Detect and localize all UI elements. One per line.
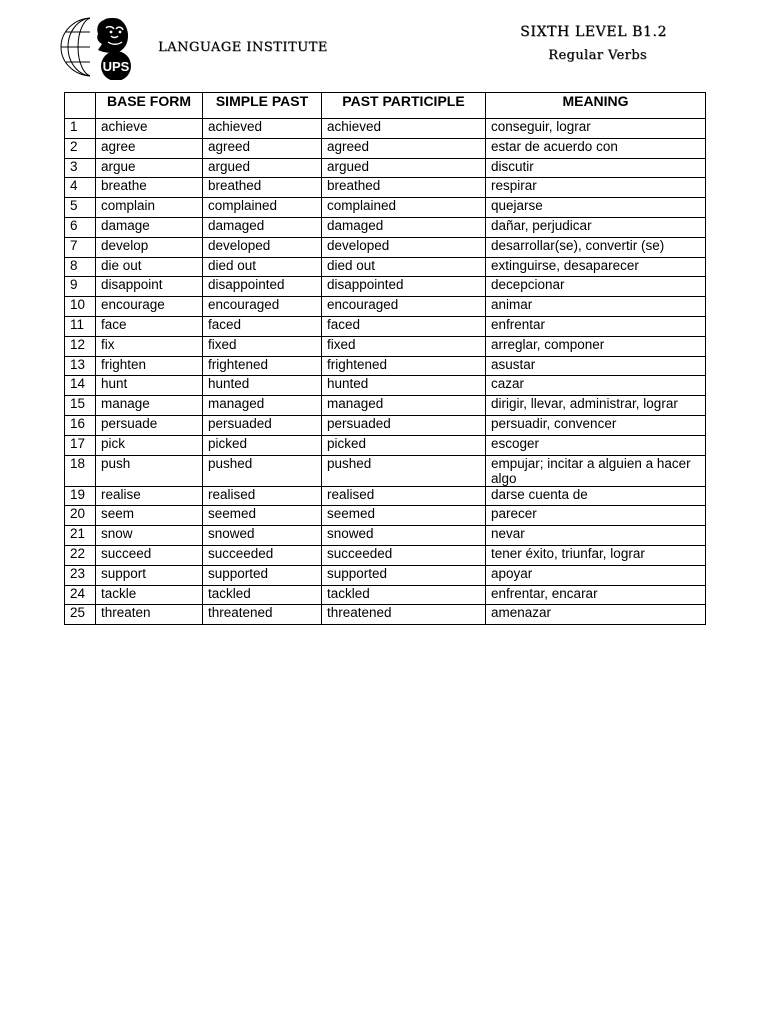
base-form-cell: frighten <box>96 356 203 376</box>
base-form-cell: achieve <box>96 119 203 139</box>
table-row <box>65 217 706 237</box>
table-row <box>65 316 706 336</box>
row-number: 23 <box>65 565 96 585</box>
simple-past-cell: encouraged <box>203 297 322 317</box>
meaning-cell: nevar <box>486 526 706 546</box>
meaning-cell: asustar <box>486 356 706 376</box>
simple-past-cell: tackled <box>203 585 322 605</box>
past-participle-cell: frightened <box>322 356 486 376</box>
meaning-cell: amenazar <box>486 605 706 625</box>
base-form-cell: hunt <box>96 376 203 396</box>
row-number: 8 <box>65 257 96 277</box>
simple-past-cell: succeeded <box>203 545 322 565</box>
table-row <box>65 376 706 396</box>
row-number: 6 <box>65 217 96 237</box>
past-participle-cell: threatened <box>322 605 486 625</box>
past-participle-cell: supported <box>322 565 486 585</box>
meaning-cell: persuadir, convencer <box>486 415 706 435</box>
past-participle-cell: persuaded <box>322 415 486 435</box>
column-header-past-participle: PAST PARTICIPLE <box>322 93 486 119</box>
meaning-cell: decepcionar <box>486 277 706 297</box>
row-number: 19 <box>65 486 96 506</box>
base-form-cell: seem <box>96 506 203 526</box>
table-row <box>65 506 706 526</box>
column-header-simple-past: SIMPLE PAST <box>203 93 322 119</box>
meaning-cell: dirigir, llevar, administrar, lograr <box>486 396 706 416</box>
simple-past-cell: frightened <box>203 356 322 376</box>
past-participle-cell: complained <box>322 198 486 218</box>
base-form-cell: persuade <box>96 415 203 435</box>
base-form-cell: argue <box>96 158 203 178</box>
simple-past-cell: fixed <box>203 336 322 356</box>
simple-past-cell: seemed <box>203 506 322 526</box>
base-form-cell: manage <box>96 396 203 416</box>
base-form-cell: damage <box>96 217 203 237</box>
meaning-cell: conseguir, lograr <box>486 119 706 139</box>
simple-past-cell: realised <box>203 486 322 506</box>
row-number: 18 <box>65 455 96 486</box>
simple-past-cell: managed <box>203 396 322 416</box>
table-row <box>65 585 706 605</box>
base-form-cell: snow <box>96 526 203 546</box>
base-form-cell: support <box>96 565 203 585</box>
meaning-cell: apoyar <box>486 565 706 585</box>
meaning-cell: parecer <box>486 506 706 526</box>
row-number: 22 <box>65 545 96 565</box>
past-participle-cell: disappointed <box>322 277 486 297</box>
row-number: 3 <box>65 158 96 178</box>
past-participle-cell: snowed <box>322 526 486 546</box>
table-row <box>65 119 706 139</box>
table-header-row <box>65 93 706 119</box>
past-participle-cell: picked <box>322 435 486 455</box>
row-number: 24 <box>65 585 96 605</box>
row-number: 12 <box>65 336 96 356</box>
meaning-cell: cazar <box>486 376 706 396</box>
base-form-cell: succeed <box>96 545 203 565</box>
institute-name: LANGUAGE INSTITUTE <box>158 40 328 55</box>
base-form-cell: develop <box>96 237 203 257</box>
simple-past-cell: agreed <box>203 138 322 158</box>
past-participle-cell: realised <box>322 486 486 506</box>
row-number: 16 <box>65 415 96 435</box>
past-participle-cell: developed <box>322 237 486 257</box>
row-number: 2 <box>65 138 96 158</box>
base-form-cell: encourage <box>96 297 203 317</box>
institute-logo <box>58 14 146 80</box>
row-number: 5 <box>65 198 96 218</box>
row-number: 14 <box>65 376 96 396</box>
simple-past-cell: pushed <box>203 455 322 486</box>
past-participle-cell: died out <box>322 257 486 277</box>
document-subtitle: Regular Verbs <box>548 48 647 63</box>
past-participle-cell: achieved <box>322 119 486 139</box>
table-row <box>65 605 706 625</box>
table-row <box>65 455 706 486</box>
row-number: 9 <box>65 277 96 297</box>
meaning-cell: animar <box>486 297 706 317</box>
table-row <box>65 138 706 158</box>
table-row <box>65 158 706 178</box>
simple-past-cell: disappointed <box>203 277 322 297</box>
meaning-cell: enfrentar <box>486 316 706 336</box>
meaning-cell: arreglar, componer <box>486 336 706 356</box>
table-row <box>65 526 706 546</box>
simple-past-cell: developed <box>203 237 322 257</box>
simple-past-cell: supported <box>203 565 322 585</box>
column-header-meaning: MEANING <box>486 93 706 119</box>
past-participle-cell: hunted <box>322 376 486 396</box>
course-level: SIXTH LEVEL B1.2 <box>520 24 667 40</box>
past-participle-cell: tackled <box>322 585 486 605</box>
table-row <box>65 297 706 317</box>
simple-past-cell: argued <box>203 158 322 178</box>
row-number: 21 <box>65 526 96 546</box>
table-row <box>65 486 706 506</box>
past-participle-cell: encouraged <box>322 297 486 317</box>
base-form-cell: realise <box>96 486 203 506</box>
meaning-cell: extinguirse, desaparecer <box>486 257 706 277</box>
simple-past-cell: complained <box>203 198 322 218</box>
meaning-cell: dañar, perjudicar <box>486 217 706 237</box>
base-form-cell: agree <box>96 138 203 158</box>
row-number: 4 <box>65 178 96 198</box>
past-participle-cell: breathed <box>322 178 486 198</box>
base-form-cell: face <box>96 316 203 336</box>
row-number: 1 <box>65 119 96 139</box>
past-participle-cell: agreed <box>322 138 486 158</box>
simple-past-cell: breathed <box>203 178 322 198</box>
past-participle-cell: pushed <box>322 455 486 486</box>
row-number: 7 <box>65 237 96 257</box>
simple-past-cell: threatened <box>203 605 322 625</box>
meaning-cell: escoger <box>486 435 706 455</box>
table-row <box>65 415 706 435</box>
past-participle-cell: faced <box>322 316 486 336</box>
table-row <box>65 565 706 585</box>
simple-past-cell: achieved <box>203 119 322 139</box>
past-participle-cell: fixed <box>322 336 486 356</box>
row-number: 11 <box>65 316 96 336</box>
base-form-cell: complain <box>96 198 203 218</box>
meaning-cell: desarrollar(se), convertir (se) <box>486 237 706 257</box>
row-number: 17 <box>65 435 96 455</box>
table-row <box>65 336 706 356</box>
past-participle-cell: seemed <box>322 506 486 526</box>
table-row <box>65 178 706 198</box>
simple-past-cell: persuaded <box>203 415 322 435</box>
table-row <box>65 257 706 277</box>
row-number: 13 <box>65 356 96 376</box>
simple-past-cell: hunted <box>203 376 322 396</box>
past-participle-cell: argued <box>322 158 486 178</box>
table-row <box>65 396 706 416</box>
table-row <box>65 356 706 376</box>
simple-past-cell: damaged <box>203 217 322 237</box>
base-form-cell: fix <box>96 336 203 356</box>
table-row <box>65 277 706 297</box>
simple-past-cell: died out <box>203 257 322 277</box>
meaning-cell: enfrentar, encarar <box>486 585 706 605</box>
verbs-table <box>64 92 706 625</box>
row-number: 20 <box>65 506 96 526</box>
table-row <box>65 435 706 455</box>
base-form-cell: pick <box>96 435 203 455</box>
past-participle-cell: damaged <box>322 217 486 237</box>
row-number: 10 <box>65 297 96 317</box>
base-form-cell: tackle <box>96 585 203 605</box>
row-number: 15 <box>65 396 96 416</box>
logo-text: UPS <box>102 59 130 74</box>
past-participle-cell: succeeded <box>322 545 486 565</box>
table-row <box>65 237 706 257</box>
table-row <box>65 545 706 565</box>
table-row <box>65 198 706 218</box>
past-participle-cell: managed <box>322 396 486 416</box>
simple-past-cell: picked <box>203 435 322 455</box>
meaning-cell: empujar; incitar a alguien a hacer algo <box>486 455 706 486</box>
base-form-cell: disappoint <box>96 277 203 297</box>
table-body <box>65 119 706 625</box>
meaning-cell: quejarse <box>486 198 706 218</box>
column-header-number <box>65 93 96 119</box>
meaning-cell: discutir <box>486 158 706 178</box>
meaning-cell: tener éxito, triunfar, lograr <box>486 545 706 565</box>
meaning-cell: estar de acuerdo con <box>486 138 706 158</box>
simple-past-cell: faced <box>203 316 322 336</box>
base-form-cell: die out <box>96 257 203 277</box>
simple-past-cell: snowed <box>203 526 322 546</box>
meaning-cell: respirar <box>486 178 706 198</box>
base-form-cell: breathe <box>96 178 203 198</box>
base-form-cell: threaten <box>96 605 203 625</box>
base-form-cell: push <box>96 455 203 486</box>
column-header-base-form: BASE FORM <box>96 93 203 119</box>
row-number: 25 <box>65 605 96 625</box>
meaning-cell: darse cuenta de <box>486 486 706 506</box>
